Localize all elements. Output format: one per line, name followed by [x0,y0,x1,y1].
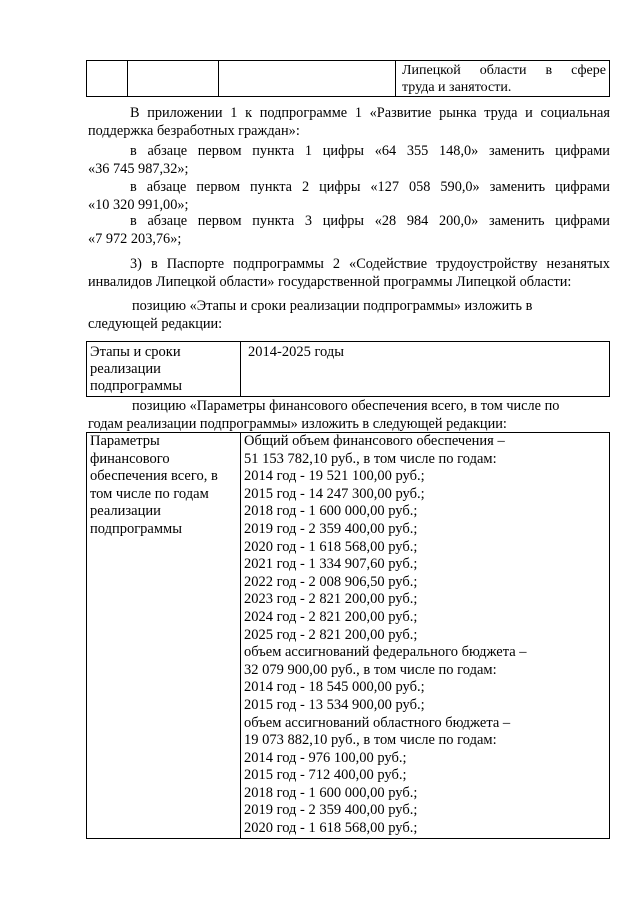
value-line: 2019 год - 2 359 400,00 руб.; [244,520,418,537]
word: 058 [408,179,431,195]
value-line: объем ассигнований областного бюджета – [244,714,511,731]
word: Паспорте [166,256,225,272]
word: труда [484,105,518,121]
label-line: реализации [90,503,161,520]
word: абзаце [146,179,187,195]
stages-table [86,341,610,397]
text-line [88,212,610,230]
value-line: 2018 год - 1 600 000,00 руб.; [244,503,418,520]
word: в [545,63,553,78]
word: «127 [370,179,399,195]
value-line: 2015 год - 712 400,00 руб.; [244,767,407,784]
table-row [87,433,610,839]
value-line: 2014 год - 19 521 100,00 руб.; [244,468,425,485]
word: первом [196,179,241,195]
table-cell [128,61,219,97]
word: цифрами [555,143,610,159]
word: «28 [374,213,397,229]
word: 984 [406,213,429,229]
text-line: позицию «Этапы и сроки реализации подпрограммы» изложить в [132,298,533,314]
word: Липецкой [402,63,461,78]
value-line: 2020 год - 1 618 568,00 руб.; [244,820,418,837]
text-line [88,142,610,160]
word: цифры [319,179,361,195]
word: в [130,213,137,229]
value-line: 32 079 900,00 руб., в том числе по годам: [244,661,497,678]
stages-label-cell [87,342,241,397]
word: 3) [130,256,142,272]
word: области [479,63,527,78]
word: первом [197,213,242,229]
cell-text-line: труда и занятости. [402,80,512,95]
text-line [88,178,610,196]
word: в [150,256,158,272]
label-line: Этапы и сроки [90,344,181,360]
value-line: 2014 год - 976 100,00 руб.; [244,749,407,766]
finance-table [86,432,610,839]
paragraph-point-2 [88,178,610,214]
value-line: 2025 год - 2 821 200,00 руб.; [244,626,418,643]
text-line: «36 745 987,32»; [88,161,189,177]
word: в [130,179,137,195]
word: пункта [250,179,293,195]
text-line: годам реализации подпрограммы» изложить в следующей редакции: [88,416,507,432]
word: «64 [374,143,397,159]
stages-value: 2014-2025 годы [248,344,344,360]
word: 355 [406,143,429,159]
word: пункта [252,143,295,159]
value-line: 2021 год - 1 334 907,60 руб.; [244,556,418,573]
word: 1 [230,105,238,121]
word: 1 [304,143,313,159]
word: 3 [304,213,313,229]
text-line: позицию «Параметры финансового обеспечения всего, в том числе по [132,398,560,414]
value-line: 2015 год - 13 534 900,00 руб.; [244,696,425,713]
word: сфере [571,63,606,78]
word: цифрами [555,179,610,195]
label-line: реализации [90,361,161,377]
value-line: Общий объем финансового обеспечения – [244,433,505,449]
word: 2 [332,256,341,272]
word: цифрами [555,213,610,229]
word: к [245,105,253,121]
paragraph-appendix-1 [88,104,610,140]
word: 148,0» [439,143,479,159]
table-row [87,342,610,397]
word: В [130,105,140,121]
word: абзаце [147,213,188,229]
label-line: Параметры [90,433,160,449]
text-line: «7 972 203,76»; [88,231,182,247]
value-line: 19 073 882,10 руб., в том числе по годам: [244,732,497,749]
word: незанятых [546,256,610,272]
word: приложении [147,105,223,121]
value-line: 2018 год - 1 600 000,00 руб.; [244,784,418,801]
value-line: 2015 год - 14 247 300,00 руб.; [244,485,425,502]
word: «Развитие [369,105,432,121]
word: «Содействие [349,256,428,272]
table-row [87,61,610,97]
word: заменить [489,179,546,195]
value-line: 2020 год - 1 618 568,00 руб.; [244,538,418,555]
table-cell [396,61,610,97]
text-line: следующей редакции: [88,316,223,332]
text-line [88,255,610,273]
text-line: инвалидов Липецкой области» государственной программы Липецкой области: [88,274,572,290]
paragraph-point-3 [88,212,610,248]
label-line: подпрограммы [90,520,182,537]
text-line [88,104,610,122]
value-line: 2023 год - 2 821 200,00 руб.; [244,591,418,608]
table-cell [87,61,128,97]
word: 590,0» [440,179,480,195]
paragraph-stages-position [88,297,610,333]
stages-value-cell [241,342,610,397]
word: 200,0» [439,213,479,229]
text-line: поддержка безработных граждан»: [88,123,300,139]
table-cell [219,61,396,97]
label-line: финансового [90,450,170,467]
value-line: объем ассигнований федерального бюджета – [244,644,527,661]
value-line: 2019 год - 2 359 400,00 руб.; [244,802,418,819]
word: и [525,105,533,121]
cell-text-line [402,62,606,79]
word: пункта [252,213,295,229]
value-line: 2024 год - 2 821 200,00 руб.; [244,608,418,625]
label-line: подпрограммы [90,378,182,394]
cell-text [396,61,609,96]
text-line: «10 320 991,00»; [88,197,189,213]
word: цифры [322,213,365,229]
word: рынка [439,105,477,121]
word: подпрограммы [233,256,324,272]
paragraph-finance-position [88,397,610,433]
word: цифры [322,143,365,159]
word: первом [197,143,242,159]
word: 2 [301,179,310,195]
word: в [130,143,137,159]
label-line: том числе по годам [90,485,209,502]
value-line: 2014 год - 18 545 000,00 руб.; [244,679,425,696]
word: абзаце [147,143,188,159]
finance-label-cell [87,433,241,839]
paragraph-passport-subprogram-2 [88,255,610,291]
value-line: 51 153 782,10 руб., в том числе по годам: [244,450,497,467]
word: заменить [489,213,545,229]
previous-table-fragment [86,60,610,97]
word: подпрограмме [259,105,348,121]
label-line: обеспечения всего, в [90,468,218,485]
finance-value-cell [241,433,610,839]
word: 1 [354,105,362,121]
word: трудоустройству [436,256,538,272]
paragraph-point-1 [88,142,610,178]
word: социальная [540,105,610,121]
word: заменить [489,143,545,159]
value-line: 2022 год - 2 008 906,50 руб.; [244,573,418,590]
